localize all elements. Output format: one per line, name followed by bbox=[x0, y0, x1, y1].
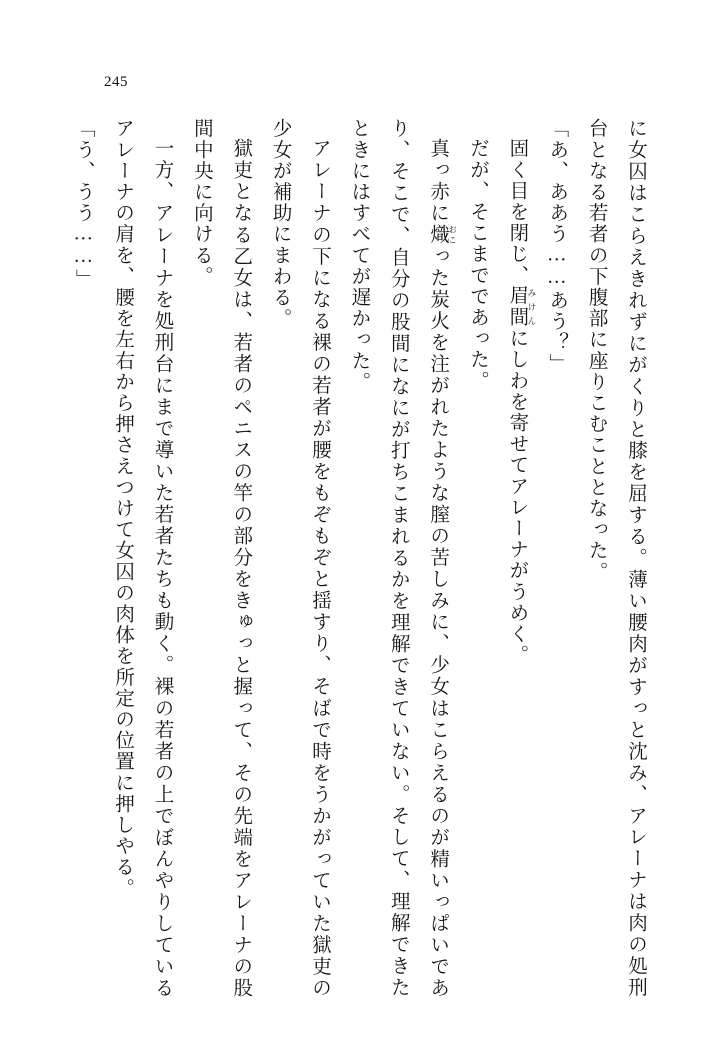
paragraph: 「あ、ああう……あう？」 bbox=[546, 118, 568, 375]
paragraph: 獄吏となる乙女は、若者のペニスの竿の部分をきゅっと握って、その先端をアレーナの股間中央に向ける。 bbox=[190, 118, 252, 998]
page-number: 245 bbox=[104, 74, 128, 90]
paragraph: 固く目を閉じ、眉間 みけんにしわを寄せてアレーナがうめく。 bbox=[506, 137, 537, 666]
paragraph: 一方、アレーナを処刑台にまで導いた若者たちも動く。裸の若者の上でぼんやりしているアレーナの肩を、腰を左右から押さえつけて女囚の肉体を所定の位置に押しやる。 bbox=[112, 118, 173, 998]
ruby-text: 熾 おこ bbox=[427, 223, 458, 246]
page-body-text bbox=[55, 118, 655, 998]
paragraph: アレーナの下になる裸の若者が腰をもぞもぞと揺すり、そばで時をうかがっていた獄吏の少女が補助にまわる。 bbox=[269, 118, 330, 998]
paragraph: 真っ赤に熾 おこった炭火を注がれたような膣の苦しみに、少女はこらえるのが精いっぱいであり、そこで、自分の股間になにが打ちこまれるかを理解できていない。そして、理解できたときにはすべてが遅かった。 bbox=[348, 118, 458, 998]
ruby-text: 眉間 みけん bbox=[506, 285, 537, 328]
paragraph: に女囚はこらえきれずにがくりと膝を屈する。薄い腰肉がすっと沈み、アレーナは肉の処刑台となる若者の下腹部に座りこむこととなった。 bbox=[585, 118, 646, 998]
paragraph: 「う、うう……」 bbox=[72, 118, 94, 290]
paragraph: だが、そこまでであった。 bbox=[467, 137, 488, 391]
